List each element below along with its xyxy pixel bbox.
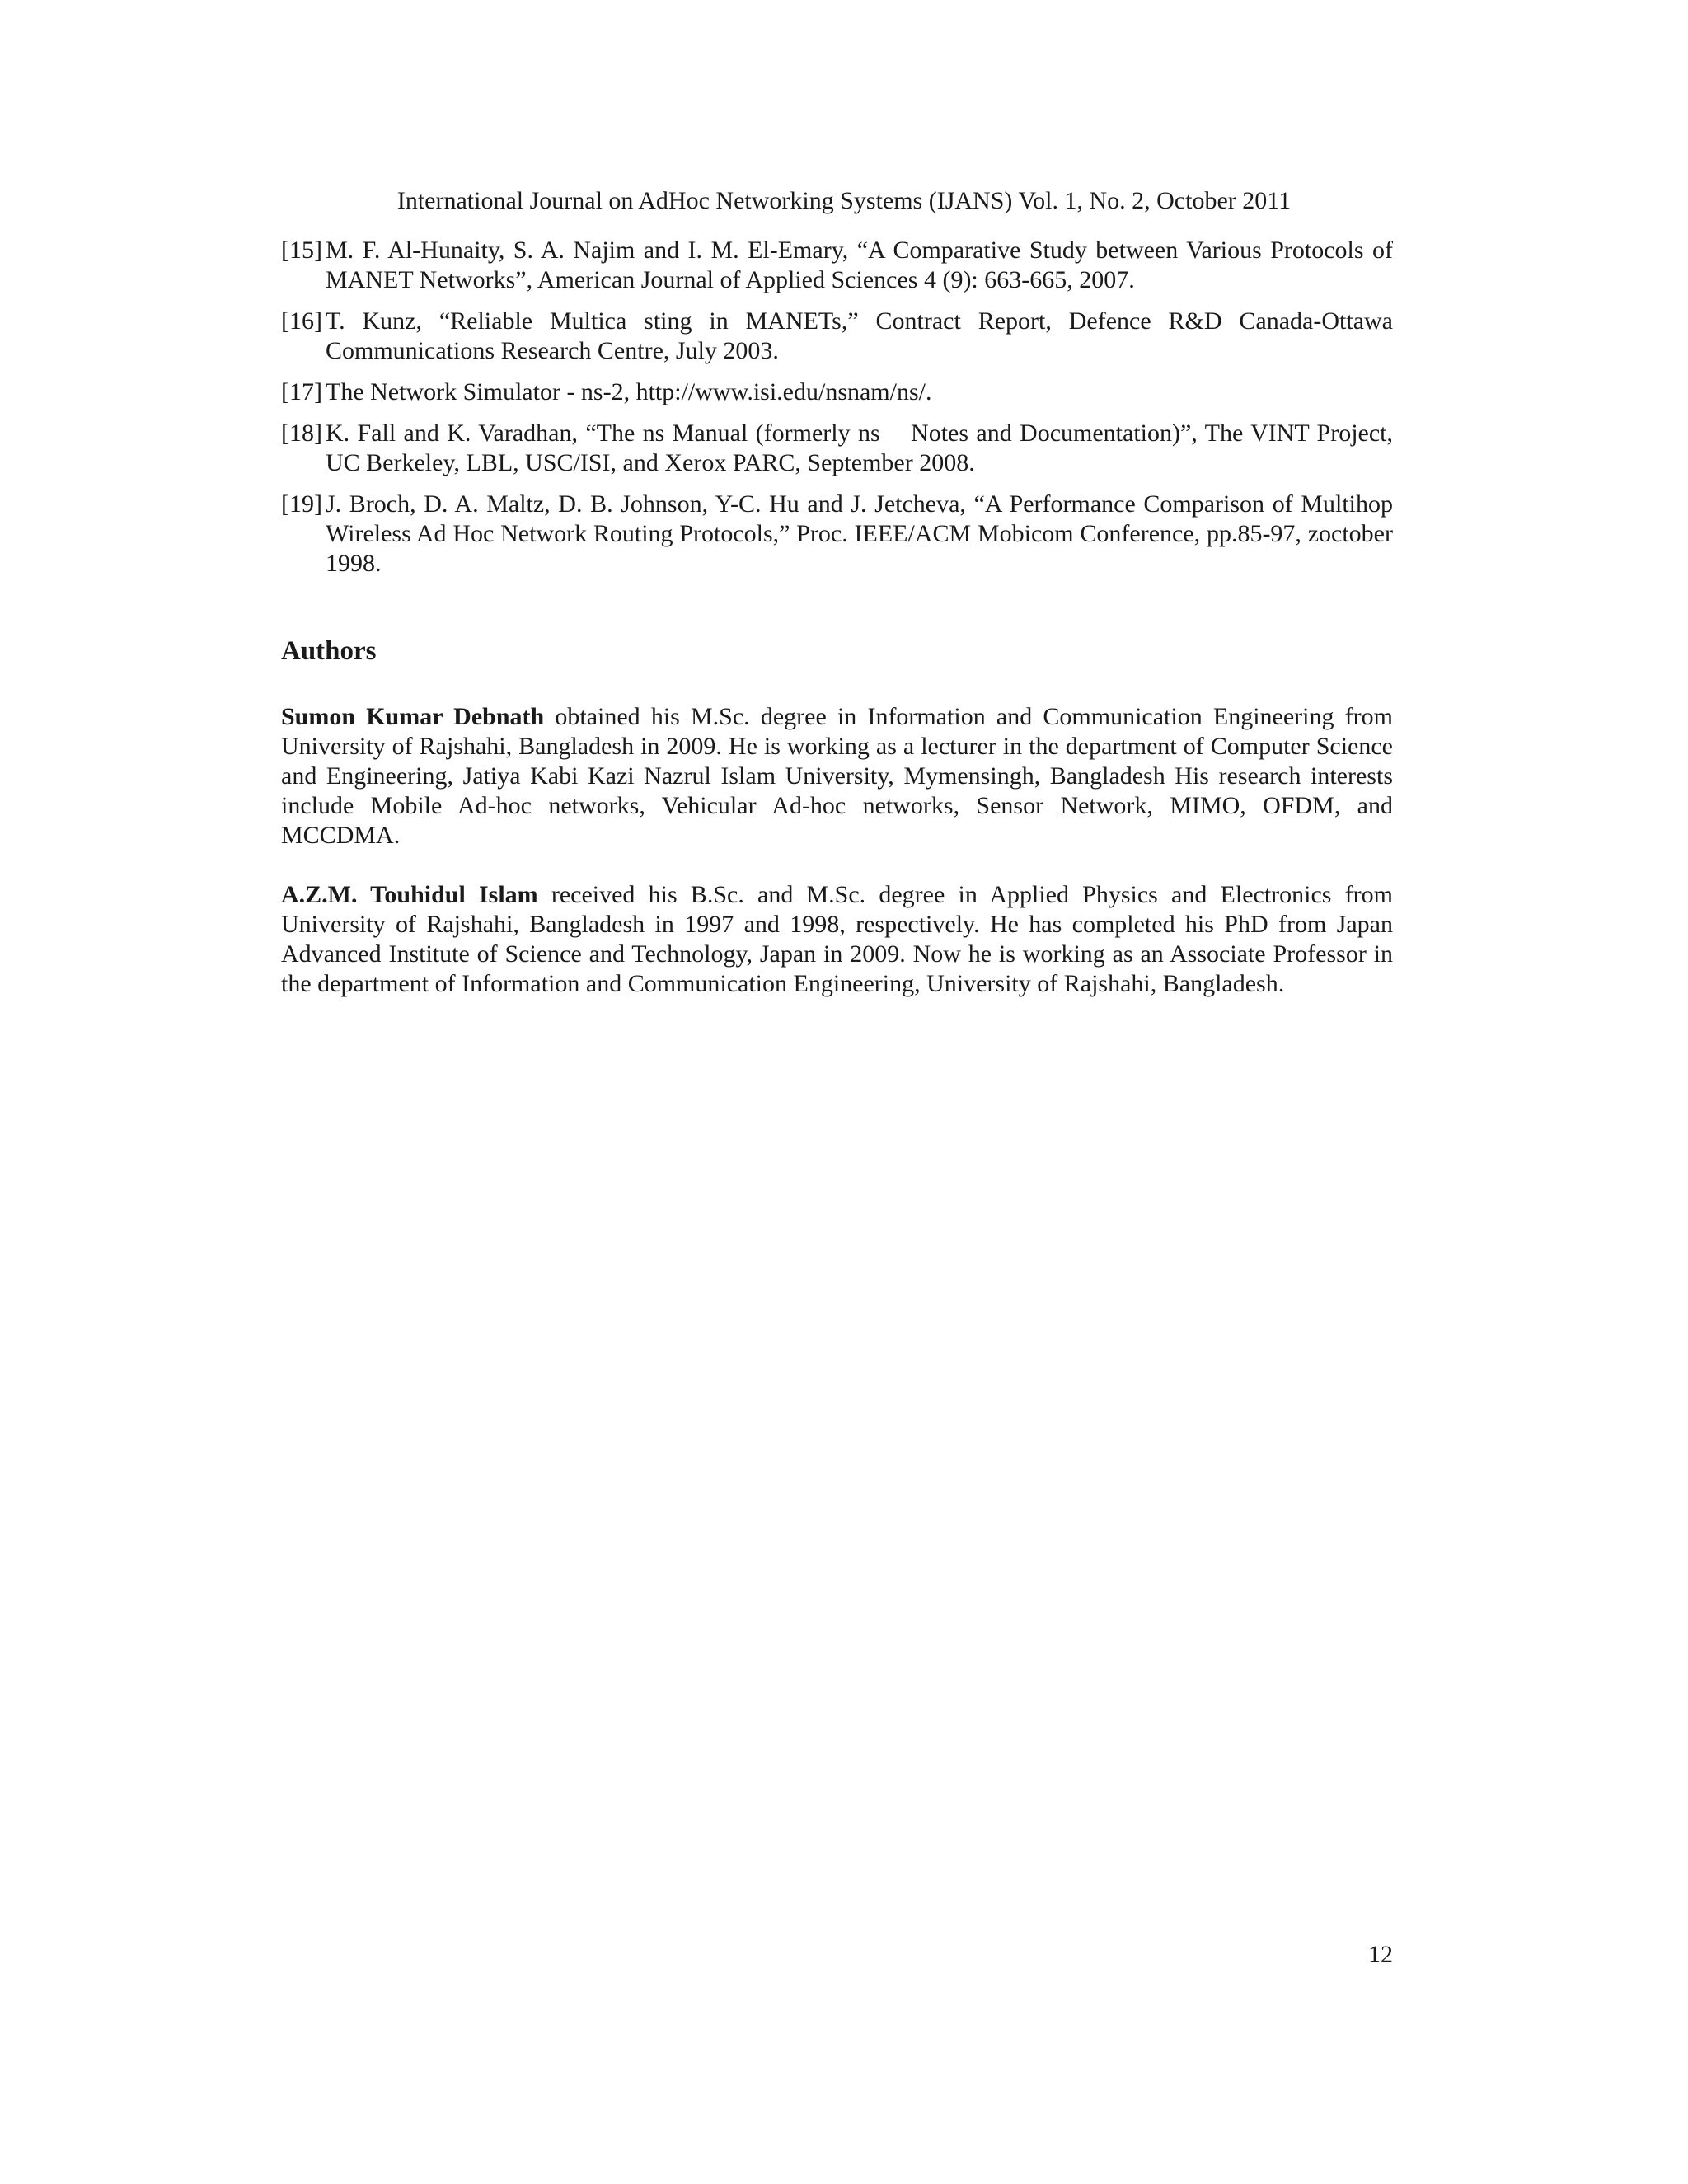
reference-number: [19] — [281, 490, 322, 518]
author-bio-text: received his B.Sc. and M.Sc. degree in Applied Physics and Electronics from University of Rajshahi, Bangladesh in 1997 and 1998, respectively. He has completed his PhD from Japan Advanced Institute of Science and Technology, Japan in 2009. Now he is working as an Associate Professor in the department of Information and Communication Engineering, University of Rajshahi, Bangladesh. — [281, 881, 1393, 997]
reference-item — [281, 236, 1393, 295]
author-name: Sumon Kumar Debnath — [281, 703, 545, 730]
reference-item — [281, 377, 1393, 407]
reference-text: The Network Simulator - ns-2, http://www.isi.edu/nsnam/ns/. — [326, 378, 932, 405]
author-name: A.Z.M. Touhidul Islam — [281, 881, 538, 908]
page-number: 12 — [1368, 1941, 1393, 1968]
reference-number: [18] — [281, 419, 322, 447]
references-list — [281, 236, 1400, 590]
author-bio — [281, 880, 1393, 999]
reference-number: [16] — [281, 307, 322, 335]
running-header: International Journal on AdHoc Networking Systems (IJANS) Vol. 1, No. 2, October 2011 — [396, 187, 1292, 214]
reference-text: T. Kunz, “Reliable Multica sting in MANETs,” Contract Report, Defence R&D Canada-Ottawa Communications Research Centre, July 2003. — [326, 307, 1393, 364]
reference-number: [15] — [281, 237, 322, 264]
reference-text: M. F. Al-Hunaity, S. A. Najim and I. M. El-Emary, “A Comparative Study between Various Protocols of MANET Networks”, American Journal of Applied Sciences 4 (9): 663-665, 2007. — [326, 237, 1393, 293]
reference-number: [17] — [281, 378, 322, 405]
reference-item — [281, 307, 1393, 366]
reference-text: J. Broch, D. A. Maltz, D. B. Johnson, Y-C. Hu and J. Jetcheva, “A Performance Comparison of Multihop Wireless Ad Hoc Network Routing Protocols,” Proc. IEEE/ACM Mobicom Conference, pp.85-97, zoctober 1998. — [326, 490, 1393, 577]
reference-item — [281, 490, 1393, 579]
reference-item — [281, 419, 1400, 478]
author-bio — [281, 702, 1393, 851]
author-bio-text: obtained his M.Sc. degree in Information and Communication Engineering from University of Rajshahi, Bangladesh in 2009. He is working as a lecturer in the department of Computer Science and Engineering, Jatiya Kabi Kazi Nazrul Islam University, Mymensingh, Bangladesh His research interests include Mobile Ad-hoc networks, Vehicular Ad-hoc networks, Sensor Network, MIMO, OFDM, and MCCDMA. — [281, 703, 1393, 849]
reference-text: K. Fall and K. Varadhan, “The ns Manual (formerly ns Notes and Documentation)”, The VINT Project, UC Berkeley, LBL, USC/ISI, and Xerox PARC, September 2008. — [326, 419, 1400, 476]
authors-heading: Authors — [281, 636, 377, 666]
